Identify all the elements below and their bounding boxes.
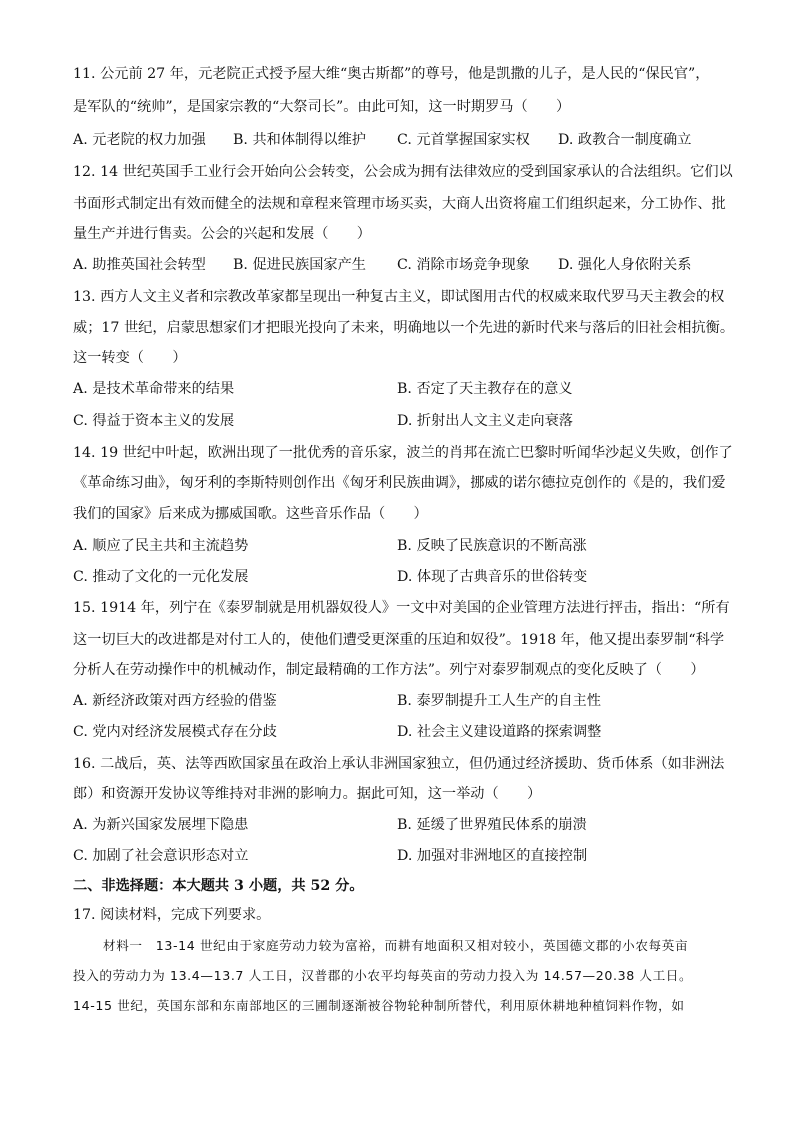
q15-option-b: B. 泰罗制提升工人生产的自主性 [397, 693, 601, 709]
q13-option-d: D. 折射出人文主义走向衰落 [397, 413, 573, 429]
q15-line-3: 分析人在劳动操作中的机械动作，制定最精确的工作方法”。列宁对泰罗制观点的变化反映了（ ） [73, 662, 705, 678]
q12-option-a: A. 助推英国社会转型 [73, 257, 206, 273]
q16-option-d: D. 加强对非洲地区的直接控制 [397, 848, 588, 864]
q14-option-c: C. 推动了文化的一元化发展 [73, 569, 249, 585]
q11-option-c: C. 元首掌握国家实权 [397, 132, 530, 148]
q15-line-2: 这一切巨大的改进都是对付工人的，使他们遭受更深重的压迫和奴役”。1918 年，他又提出泰罗制“科学 [73, 632, 725, 648]
q11-line-2: 是军队的“统帅”，是国家宗教的“大祭司长”。由此可知，这一时期罗马（ ） [73, 99, 571, 115]
q14-line-1: 14. 19 世纪中叶起，欧洲出现了一批优秀的音乐家，波兰的肖邦在流亡巴黎时听闻华沙起义失败，创作了 [73, 445, 733, 461]
q13-line-2: 威；17 世纪，启蒙思想家们才把眼光投向了未来，明确地以一个先进的新时代来与落后的旧社会相抗衡。 [73, 320, 735, 336]
q12-option-d: D. 强化人身依附关系 [558, 257, 692, 273]
q15-option-d: D. 社会主义建设道路的探索调整 [397, 724, 602, 740]
q14-option-a: A. 顺应了民主共和主流趋势 [73, 538, 249, 554]
q14-line-3: 我们的国家》后来成为挪威国歌。这些音乐作品（ ） [73, 506, 428, 522]
q15-line-1: 15. 1914 年，列宁在《泰罗制就是用机器奴役人》一文中对美国的企业管理方法进行抨击，指出：“所有 [73, 600, 730, 616]
q16-line-1: 16. 二战后，英、法等西欧国家虽在政治上承认非洲国家独立，但仍通过经济援助、货币体系（如非洲法 [73, 756, 725, 772]
q12-option-c: C. 消除市场竞争现象 [397, 257, 530, 273]
q15-option-a: A. 新经济政策对西方经验的借鉴 [73, 693, 277, 709]
q11-option-d: D. 政教合一制度确立 [558, 132, 692, 148]
q13-line-3: 这一转变（ ） [73, 350, 187, 366]
q17-intro: 17. 阅读材料，完成下列要求。 [73, 907, 271, 923]
section-heading: 二、非选择题：本大题共 3 小题，共 52 分。 [73, 878, 364, 894]
q16-option-a: A. 为新兴国家发展埋下隐患 [73, 817, 249, 833]
q16-line-2: 郎）和资源开发协议等维持对非洲的影响力。据此可知，这一举动（ ） [73, 786, 542, 802]
q12-line-2: 书面形式制定出有效而健全的法规和章程来管理市场买卖，大商人出资将雇工们组织起来，分工协作、批 [73, 196, 726, 212]
q14-option-b: B. 反映了民族意识的不断高涨 [397, 538, 587, 554]
material-line-1: 材料一 13-14 世纪由于家庭劳动力较为富裕，而耕有地面积又相对较小，英国德文郡的小农每英亩 [103, 938, 689, 953]
q12-line-3: 量生产并进行售卖。公会的兴起和发展（ ） [73, 226, 371, 242]
q13-option-c: C. 得益于资本主义的发展 [73, 413, 235, 429]
q13-option-a: A. 是技术革命带来的结果 [73, 381, 235, 397]
material-line-3: 14-15 世纪，英国东部和东南部地区的三圃制逐渐被谷物轮种制所替代，利用原休耕地种植饲料作物，如 [73, 998, 685, 1013]
material-line-2: 投入的劳动力为 13.4—13.7 人工日，汉普郡的小农平均每英亩的劳动力投入为 14.57—20.38 人工日。 [73, 968, 693, 983]
q14-line-2: 《革命练习曲》，匈牙利的李斯特则创作出《匈牙利民族曲调》，挪威的诺尔德拉克创作的《是的，我们爱 [73, 475, 726, 491]
q14-option-d: D. 体现了古典音乐的世俗转变 [397, 569, 588, 585]
q11-option-b: B. 共和体制得以维护 [233, 132, 366, 148]
q16-option-c: C. 加剧了社会意识形态对立 [73, 848, 249, 864]
q15-option-c: C. 党内对经济发展模式存在分歧 [73, 724, 277, 740]
q13-option-b: B. 否定了天主教存在的意义 [397, 381, 573, 397]
q11-line-1: 11. 公元前 27 年，元老院正式授予屋大维“奥古斯都”的尊号，他是凯撒的儿子，是人民的“保民官”， [73, 66, 710, 82]
q11-option-a: A. 元老院的权力加强 [73, 132, 206, 148]
q16-option-b: B. 延缓了世界殖民体系的崩溃 [397, 817, 587, 833]
q13-line-1: 13. 西方人文主义者和宗教改革家都呈现出一种复古主义，即试图用古代的权威来取代罗马天主教会的权 [73, 289, 725, 305]
q12-line-1: 12. 14 世纪英国手工业行会开始向公会转变，公会成为拥有法律效应的受到国家承认的合法组织。它们以 [73, 164, 733, 180]
q12-option-b: B. 促进民族国家产生 [233, 257, 366, 273]
